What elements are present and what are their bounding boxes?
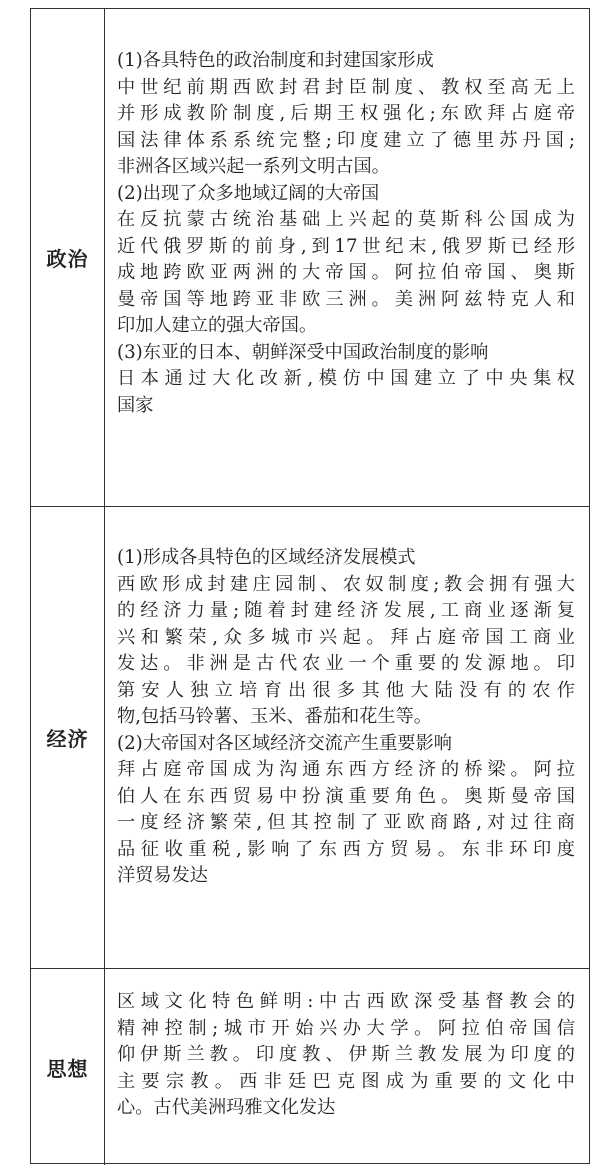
section-heading-line: (2)大帝国对各区域经济交流产生重要影响 <box>117 732 452 754</box>
row-label-cell <box>31 507 105 968</box>
text-line: 一度经济繁荣,但其控制了亚欧商路,对过往商 <box>117 812 575 833</box>
text-line: 拜占庭帝国成为沟通东西方经济的桥梁。阿拉 <box>117 759 575 780</box>
text-line: 洋贸易发达 <box>117 865 208 886</box>
text-line: 发达。非洲是古代农业一个重要的发源地。印 <box>117 653 575 674</box>
row-label: 政治 <box>46 247 89 271</box>
text-line: 主要宗教。西非廷巴克图成为重要的文化中 <box>117 1070 575 1092</box>
row-content <box>117 969 575 1165</box>
table-row-economy <box>31 506 589 968</box>
row-label: 思想 <box>46 1056 89 1081</box>
text-line: 曼帝国等地跨亚非欧三洲。美洲阿兹特克人和 <box>117 288 575 310</box>
text-line: 仰伊斯兰教。印度教、伊斯兰教发展为印度的 <box>117 1044 575 1065</box>
row-label: 经济 <box>46 727 89 751</box>
row-content <box>117 9 575 506</box>
text-line: 心。古代美洲玛雅文化发达 <box>117 1097 336 1118</box>
summary-table <box>30 8 590 1164</box>
text-line: 第安人独立培育出很多其他大陆没有的农作 <box>117 679 575 701</box>
text-line: 的经济力量;随着封建经济发展,工商业逐渐复 <box>117 600 575 621</box>
section-heading-line: (1)形成各具特色的区域经济发展模式 <box>117 547 416 568</box>
text-line: 国家 <box>117 394 154 416</box>
table-row-thought <box>31 968 589 1165</box>
text-line: 中世纪前期西欧封君封臣制度、教权至高无上 <box>117 76 575 98</box>
table-row-politics <box>31 9 589 506</box>
text-line: 兴和繁荣,众多城市兴起。拜占庭帝国工商业 <box>117 626 575 648</box>
text-line: 日本通过大化改新,模仿中国建立了中央集权 <box>117 368 575 389</box>
text-line: 西欧形成封建庄园制、农奴制度;教会拥有强大 <box>117 573 575 595</box>
text-line: 非洲各区域兴起一系列文明古国。 <box>117 156 390 177</box>
row-content <box>117 507 575 968</box>
text-line: 国法律体系系统完整;印度建立了德里苏丹国; <box>117 129 575 151</box>
text-line: 区域文化特色鲜明:中古西欧深受基督教会的 <box>117 991 575 1012</box>
text-line: 成地跨欧亚两洲的大帝国。阿拉伯帝国、奥斯 <box>117 262 575 283</box>
text-line: 品征收重税,影响了东西方贸易。东非环印度 <box>117 838 575 860</box>
section-heading-line: (1)各具特色的政治制度和封建国家形成 <box>117 50 434 71</box>
text-line: 印加人建立的强大帝国。 <box>117 315 318 336</box>
text-line: 精神控制;城市开始兴办大学。阿拉伯帝国信 <box>117 1017 575 1039</box>
row-label-cell <box>31 969 105 1165</box>
text-line: 物,包括马铃薯、玉米、番茄和花生等。 <box>117 706 432 727</box>
section-heading-line: (2)出现了众多地域辽阔的大帝国 <box>117 182 380 204</box>
text-line: 在反抗蒙古统治基础上兴起的莫斯科公国成为 <box>117 209 575 230</box>
section-heading-line: (3)东亚的日本、朝鲜深受中国政治制度的影响 <box>117 341 489 363</box>
text-line: 近代俄罗斯的前身,到17世纪末,俄罗斯已经形 <box>117 235 575 257</box>
row-label-cell <box>31 9 105 506</box>
text-line: 并形成教阶制度,后期王权强化;东欧拜占庭帝 <box>117 103 575 124</box>
text-line: 伯人在东西贸易中扮演重要角色。奥斯曼帝国 <box>117 785 575 807</box>
